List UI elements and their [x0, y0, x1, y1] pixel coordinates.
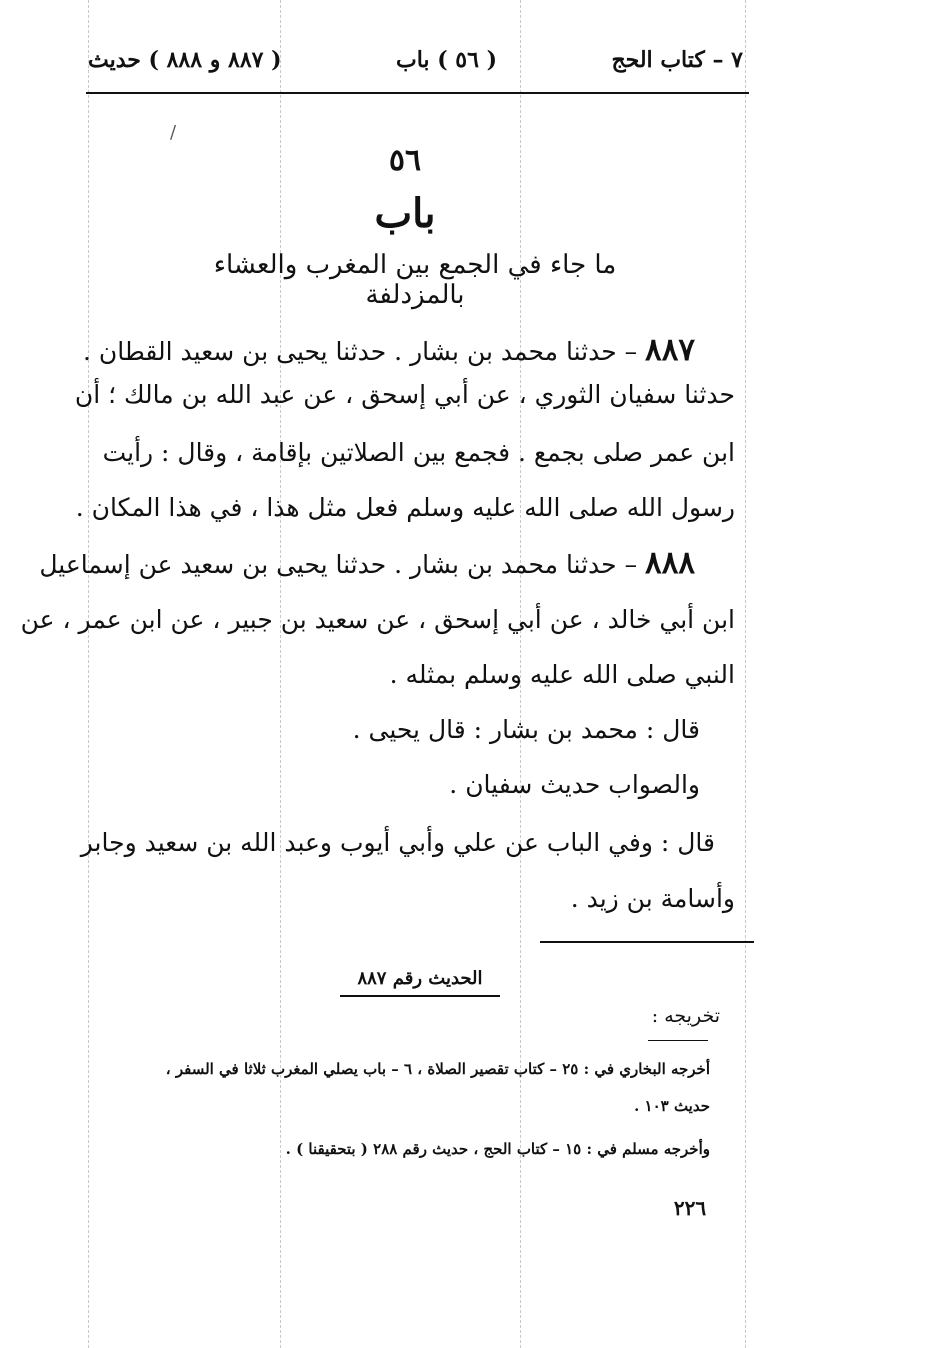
hadith-number: ٨٨٨	[645, 545, 695, 581]
footnote-rule	[540, 941, 754, 943]
hadith-888-line: ابن أبي خالد ، عن أبي إسحق ، عن سعيد بن جبير ، عن ابن عمر ، عن	[20, 605, 735, 634]
takhrij-underline	[648, 1040, 708, 1041]
stray-mark: /	[170, 122, 177, 143]
footnote-heading: الحديث رقم ٨٨٧	[340, 968, 500, 997]
hadith-887-line: ابن عمر صلى بجمع . فجمع بين الصلاتين بإقامة ، وقال : رأيت	[102, 438, 735, 467]
hadith-text: – حدثنا محمد بن بشار . حدثنا يحيى بن سعيد القطان .	[83, 337, 638, 366]
hadith-888-line	[39, 545, 695, 581]
chapter-number: ٥٦	[388, 143, 422, 178]
header-book-title: ٧ – كتاب الحج	[611, 47, 743, 73]
hadith-text: – حدثنا محمد بن بشار . حدثنا يحيى بن سعيد عن إسماعيل	[39, 550, 638, 579]
hadith-887-line	[83, 332, 695, 368]
header-rule	[86, 92, 749, 94]
hadith-887-line: رسول الله صلى الله عليه وسلم فعل مثل هذا ، في هذا المكان .	[75, 493, 735, 522]
footnote-line: حديث ١٠٣ .	[634, 1097, 710, 1115]
hadith-888-line: النبي صلى الله عليه وسلم بمثله .	[389, 660, 735, 689]
fold-line	[88, 0, 89, 1348]
note-line: وأسامة بن زيد .	[570, 884, 735, 913]
note-line: قال : وفي الباب عن علي وأبي أيوب وعبد الله بن سعيد وجابر	[80, 828, 715, 857]
hadith-887-line: حدثنا سفيان الثوري ، عن أبي إسحق ، عن عبد الله بن مالك ؛ أن	[74, 380, 735, 409]
running-header	[88, 40, 743, 80]
takhrij-label: تخريجه :	[651, 1005, 720, 1027]
note-line: والصواب حديث سفيان .	[449, 770, 700, 799]
hadith-number: ٨٨٧	[645, 332, 695, 368]
page-number: ٢٢٦	[673, 1196, 707, 1220]
footnote-line: أخرجه البخاري في : ٢٥ – كتاب تقصير الصلاة ، ٦ – باب يصلي المغرب ثلاثا في السفر ،	[165, 1060, 710, 1078]
note-line: قال : محمد بن بشار : قال يحيى .	[352, 715, 700, 744]
bab-title: باب	[374, 190, 436, 237]
footnote-line: وأخرجه مسلم في : ١٥ – كتاب الحج ، حديث رقم ٢٨٨ ( بتحقيقنا ) .	[285, 1140, 710, 1158]
fold-line	[745, 0, 746, 1348]
header-chapter: ( ٥٦ ) باب	[396, 47, 497, 73]
header-hadith-range: ( ٨٨٧ و ٨٨٨ ) حديث	[88, 47, 282, 73]
chapter-subtitle: ما جاء في الجمع بين المغرب والعشاء بالمزدلفة	[213, 250, 617, 310]
